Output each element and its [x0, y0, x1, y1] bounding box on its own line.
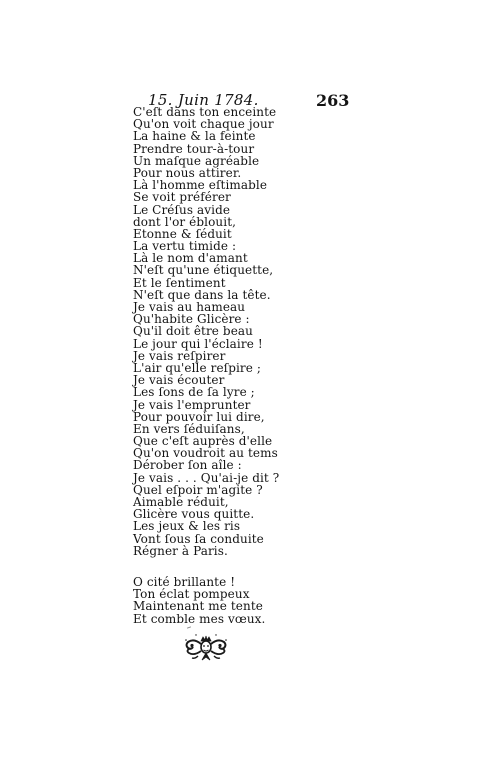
poem-line: Qu'il doit être beau: [133, 324, 253, 339]
poem-line: Je vais reſpirer: [133, 348, 226, 363]
poem-line: Là le nom d'amant: [133, 251, 248, 266]
poem-line: Régner à Paris.: [133, 543, 228, 558]
poem-line: Un maſque agréable: [133, 153, 260, 168]
poem-line: Pour nous attirer.: [133, 165, 242, 180]
poem-line: L'air qu'elle reſpire ;: [133, 360, 262, 375]
stanza-break: [133, 557, 303, 576]
poem-line: Je vais au hameau: [133, 300, 246, 314]
paper-speck: [187, 626, 191, 628]
poem-line: Les jeux & les ris: [133, 519, 241, 534]
poem-line: Je vais l'emprunter: [133, 397, 251, 412]
poem-line: En vers ſéduiſans,: [133, 421, 245, 436]
poem-line: Et le ſentiment: [133, 275, 226, 290]
poem-line: Les ſons de ſa lyre ;: [133, 385, 255, 400]
page-number: 263: [316, 91, 350, 110]
poem-line: Etonne & ſéduit: [133, 226, 232, 241]
poem-line: dont l'or éblouit,: [133, 214, 237, 229]
fleuron-ornament-icon: [184, 632, 228, 662]
poem-line: Que c'eſt auprès d'elle: [133, 434, 273, 449]
poem-line: N'eſt que dans la tête.: [133, 287, 271, 302]
poem-line: Quel eſpoir m'agite ?: [133, 482, 263, 497]
poem-line: Je vais . . . Qu'ai-je dit ?: [133, 470, 280, 485]
poem-line: C'eſt dans ton enceinte: [133, 105, 277, 119]
running-header-date: 15. Juin 1784.: [148, 91, 259, 109]
poem-line: Qu'on voit chaque jour: [133, 117, 274, 132]
poem-line: Ton éclat pompeux: [133, 587, 250, 602]
poem-line: Maintenant me tente: [133, 599, 263, 614]
poem-line: Qu'habite Glicère :: [133, 312, 250, 327]
poem-line: Dérober ſon aîle :: [133, 458, 242, 473]
poem-line: O cité brillante !: [133, 574, 236, 589]
poem-line: La haine & la feinte: [133, 129, 256, 144]
poem-line: Prendre tour-à-tour: [133, 141, 255, 156]
poem-line: Qu'on voudroit au tems: [133, 446, 278, 461]
poem-line: Et comble mes vœux.: [133, 611, 266, 626]
poem-line: Glicère vous quitte.: [133, 507, 255, 522]
poem-line: Vont ſous ſa conduite: [133, 531, 264, 546]
poem-line: La vertu timide :: [133, 239, 237, 254]
poem-line: Le jour qui l'éclaire !: [133, 336, 263, 351]
poem-text: [133, 106, 303, 625]
poem-line: Le Créſus avide: [133, 202, 231, 217]
poem-line: Pour pouvoir lui dire,: [133, 409, 265, 424]
poem-line: Se voit préférer: [133, 190, 231, 205]
poem-line: Aimable réduit,: [133, 495, 229, 509]
poem-line: Là l'homme eſtimable: [133, 178, 268, 193]
poem-line: N'eſt qu'une étiquette,: [133, 263, 274, 278]
poem-line: Je vais écouter: [133, 373, 225, 388]
